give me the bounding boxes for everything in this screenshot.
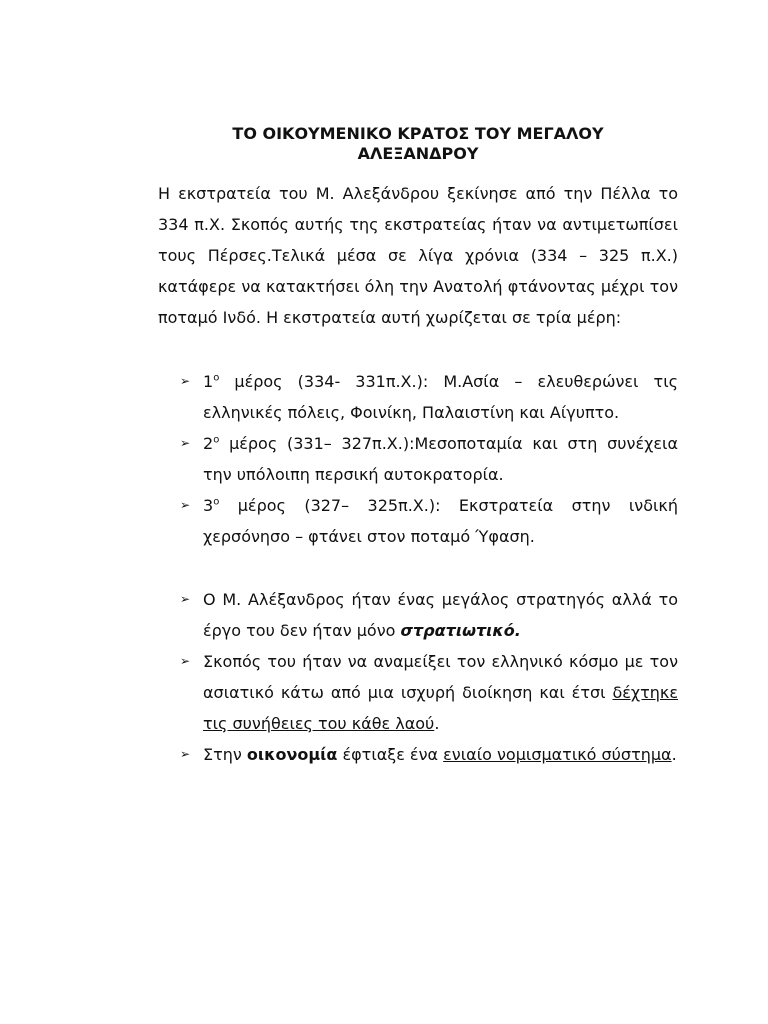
- title-line-2: ΑΛΕΞΑΝΔΡΟΥ: [357, 144, 479, 163]
- document-title: [158, 124, 678, 164]
- list-item: [158, 739, 678, 770]
- part-number: 3: [203, 496, 214, 515]
- ordinal-mark: ο: [213, 434, 220, 446]
- list-item: [158, 428, 678, 490]
- arrow-bullet-icon: ➢: [180, 592, 191, 606]
- part-number: 2: [203, 434, 214, 453]
- ordinal-mark: ο: [213, 372, 220, 384]
- underlined-customs: δέχτηκε τις συνήθειες του κάθε λαού: [203, 683, 678, 733]
- arrow-bullet-icon: ➢: [180, 498, 191, 512]
- emphasis-military: στρατιωτικό.: [400, 621, 521, 640]
- point-text: Ο Μ. Αλέξανδρος ήταν ένας μεγάλος στρατηγός αλλά το έργο του δεν ήταν μόνο: [203, 590, 678, 640]
- achievements-list: [158, 584, 678, 770]
- document-page: [158, 124, 678, 770]
- arrow-bullet-icon: ➢: [180, 654, 191, 668]
- part-text: μέρος (334- 331π.Χ.): Μ.Ασία – ελευθερώνει τις ελληνικές πόλεις, Φοινίκη, Παλαιστίνη και Αίγυπτο.: [203, 372, 678, 422]
- part-text: μέρος (327– 325π.Χ.): Εκστρατεία στην ινδική χερσόνησο – φτάνει στον ποταμό Ύφαση.: [203, 496, 678, 546]
- arrow-bullet-icon: ➢: [180, 436, 191, 450]
- point-text-mid: έφτιαξε ένα: [337, 745, 444, 764]
- campaign-parts-list: [158, 366, 678, 552]
- list-item: [158, 490, 678, 552]
- part-number: 1: [203, 372, 214, 391]
- list-item: [158, 646, 678, 739]
- arrow-bullet-icon: ➢: [180, 374, 191, 388]
- list-item: [158, 584, 678, 646]
- intro-paragraph: Η εκστρατεία του Μ. Αλεξάνδρου ξεκίνησε από την Πέλλα το 334 π.Χ. Σκοπός αυτής της εκστρατείας ήταν να αντιμετωπίσει τους Πέρσες.Τελικά μέσα σε λίγα χρόνια (334 – 325 π.Χ.) κατάφερε να κατακτήσει όλη την Ανατολή φτάνοντας μέχρι τον ποταμό Ινδό. Η εκστρατεία αυτή χωρίζεται σε τρία μέρη:: [158, 184, 678, 327]
- list-item: [158, 366, 678, 428]
- ordinal-mark: ο: [213, 496, 220, 508]
- point-text: Στην: [203, 745, 247, 764]
- point-text: Σκοπός του ήταν να αναμείξει τον ελληνικό κόσμο με τον ασιατικό κάτω από μια ισχυρή διοίκηση και έτσι: [203, 652, 678, 702]
- point-end: .: [671, 745, 677, 764]
- bold-economy: οικονομία: [246, 745, 338, 764]
- part-text: μέρος (331– 327π.Χ.):Μεσοποταμία και στη συνέχεια την υπόλοιπη περσική αυτοκρατορία.: [203, 434, 678, 484]
- arrow-bullet-icon: ➢: [180, 747, 191, 761]
- title-line-1: ΤΟ ΟΙΚΟΥΜΕΝΙΚΟ ΚΡΑΤΟΣ ΤΟΥ ΜΕΓΑΛΟΥ: [232, 124, 604, 143]
- point-end: .: [434, 714, 440, 733]
- underlined-currency-system: ενιαίο νομισματικό σύστημα: [443, 745, 672, 764]
